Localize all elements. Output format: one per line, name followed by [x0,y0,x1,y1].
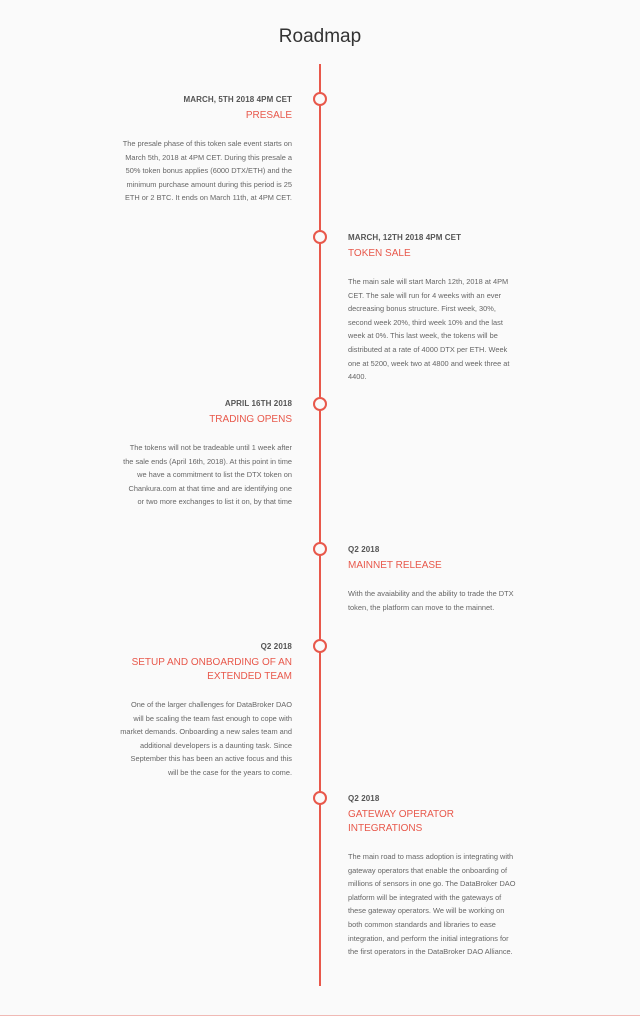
milestone-team-onboarding [120,642,292,780]
page-title: Roadmap [278,26,362,47]
milestone-title: TRADING OPENS [209,414,292,425]
milestone-token-sale [348,233,520,384]
milestone-presale [120,95,292,205]
milestone-date: Q2 2018 [348,545,380,554]
timeline-node-team-onboarding [313,639,327,653]
milestone-description: The presale phase of this token sale event starts on March 5th, 2018 at 4PM CET. During this presale a 50% token bonus applies (6000 DTX/ETH) and the minimum purchase amount during this period is 25 ETH or 2 BTC. It ends on March 11th, at 4PM CET. [122,139,292,203]
milestone-date: APRIL 16TH 2018 [224,399,292,408]
milestone-description: With the avaiability and the ability to trade the DTX token, the platform can move to the mainnet. [348,589,514,612]
milestone-title: SETUP AND ONBOARDING OF AN EXTENDED TEAM [131,657,292,682]
milestone-description: The main sale will start March 12th, 2018 at 4PM CET. The sale will run for 4 weeks with an ever decreasing bonus structure. First week, 30%, second week 20%, third week 10% and the last week at 0%. This last week, the tokens will be distributed at a rate of 4000 DTX per ETH. Week one at 5200, week two at 4800 and week three at 4400. [348,277,510,382]
milestone-title: PRESALE [245,110,292,121]
milestone-description: One of the larger challenges for DataBroker DAO will be scaling the team fast enough to cope with market demands. Onboarding a new sales team and additional developers is a daunting task. Since September this has been an active focus and this will be the case for the years to come. [120,700,292,777]
milestone-description: The main road to mass adoption is integrating with gateway operators that enable the onboarding of millions of sensors in one go. The DataBroker DAO platform will be integrated with the gateways of these gateway operators. We will be working on both common standards and libraries to ease integration, and perform the initial integrations for the first operators in the DataBroker DAO Alliance. [348,852,516,957]
timeline-node-token-sale [313,230,327,244]
milestone-trading-opens [120,399,292,509]
milestone-title: TOKEN SALE [348,248,411,259]
milestone-gateway-integrations [348,794,520,959]
timeline-node-mainnet-release [313,542,327,556]
milestone-date: Q2 2018 [260,642,292,651]
milestone-title: MAINNET RELEASE [348,560,442,571]
timeline-node-gateway-integrations [313,791,327,805]
timeline-node-trading-opens [313,397,327,411]
milestone-description: The tokens will not be tradeable until 1 week after the sale ends (April 16th, 2018). At this point in time we have a commitment to list the DTX token on Chankura.com at that time and are identifying one or two more exchanges to list it on, by that time [123,443,292,507]
milestone-date: MARCH, 5TH 2018 4PM CET [183,95,292,104]
milestone-mainnet-release [348,545,520,614]
milestone-title: GATEWAY OPERATOR INTEGRATIONS [348,809,454,834]
milestone-date: Q2 2018 [348,794,380,803]
milestone-date: MARCH, 12TH 2018 4PM CET [348,233,462,242]
timeline-node-presale [313,92,327,106]
timeline-axis [319,64,321,986]
